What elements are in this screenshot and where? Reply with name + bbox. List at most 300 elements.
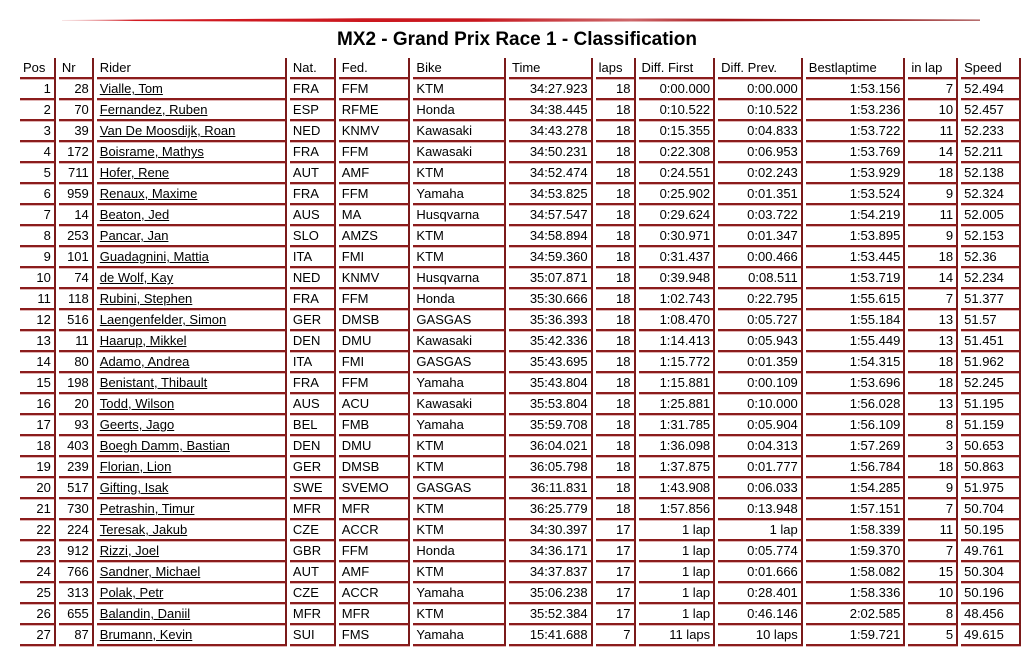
cell-nr: 403 bbox=[59, 436, 94, 457]
rider-link[interactable]: Petrashin, Timur bbox=[99, 501, 195, 516]
cell-speed: 50.653 bbox=[961, 436, 1021, 457]
header-nat: Nat. bbox=[290, 58, 336, 79]
cell-diff-prev: 0:22.795 bbox=[718, 289, 803, 310]
cell-rider bbox=[97, 205, 287, 226]
cell-pos: 24 bbox=[20, 562, 56, 583]
cell-nat: FRA bbox=[290, 79, 336, 100]
cell-fed: FFM bbox=[339, 289, 411, 310]
cell-in-lap: 5 bbox=[908, 625, 958, 646]
cell-rider bbox=[97, 457, 287, 478]
cell-bike: KTM bbox=[413, 436, 506, 457]
cell-in-lap: 9 bbox=[908, 184, 958, 205]
cell-speed: 51.962 bbox=[961, 352, 1021, 373]
cell-nat: MFR bbox=[290, 604, 336, 625]
cell-diff-prev: 0:10.000 bbox=[718, 394, 803, 415]
cell-speed: 50.304 bbox=[961, 562, 1021, 583]
cell-in-lap: 11 bbox=[908, 121, 958, 142]
cell-fed: RFME bbox=[339, 100, 411, 121]
cell-speed: 52.457 bbox=[961, 100, 1021, 121]
cell-diff-prev: 0:05.727 bbox=[718, 310, 803, 331]
cell-bestlaptime: 1:59.721 bbox=[806, 625, 906, 646]
cell-nr: 224 bbox=[59, 520, 94, 541]
cell-bike: GASGAS bbox=[413, 478, 506, 499]
cell-time: 34:58.894 bbox=[509, 226, 593, 247]
cell-pos: 18 bbox=[20, 436, 56, 457]
cell-bestlaptime: 1:55.449 bbox=[806, 331, 906, 352]
cell-nat: AUS bbox=[290, 394, 336, 415]
cell-pos: 25 bbox=[20, 583, 56, 604]
cell-laps: 18 bbox=[596, 499, 636, 520]
cell-nat: SLO bbox=[290, 226, 336, 247]
cell-laps: 18 bbox=[596, 205, 636, 226]
cell-pos: 10 bbox=[20, 268, 56, 289]
cell-pos: 27 bbox=[20, 625, 56, 646]
cell-nat: SUI bbox=[290, 625, 336, 646]
rider-link[interactable]: Gifting, Isak bbox=[99, 480, 169, 495]
header-time: Time bbox=[509, 58, 593, 79]
cell-nat: ITA bbox=[290, 352, 336, 373]
cell-time: 36:05.798 bbox=[509, 457, 593, 478]
cell-time: 34:36.171 bbox=[509, 541, 593, 562]
cell-laps: 18 bbox=[596, 142, 636, 163]
cell-speed: 52.138 bbox=[961, 163, 1021, 184]
table-header-row bbox=[20, 58, 1021, 79]
cell-rider bbox=[97, 373, 287, 394]
cell-laps: 18 bbox=[596, 289, 636, 310]
cell-laps: 17 bbox=[596, 541, 636, 562]
cell-laps: 18 bbox=[596, 394, 636, 415]
cell-diff-first: 0:25.902 bbox=[639, 184, 716, 205]
cell-in-lap: 9 bbox=[908, 478, 958, 499]
cell-time: 15:41.688 bbox=[509, 625, 593, 646]
cell-fed: MA bbox=[339, 205, 411, 226]
table-row bbox=[20, 352, 1021, 373]
cell-rider bbox=[97, 100, 287, 121]
header-speed: Speed bbox=[961, 58, 1021, 79]
cell-time: 36:04.021 bbox=[509, 436, 593, 457]
table-row bbox=[20, 520, 1021, 541]
cell-bestlaptime: 1:53.524 bbox=[806, 184, 906, 205]
cell-nat: SWE bbox=[290, 478, 336, 499]
cell-in-lap: 18 bbox=[908, 247, 958, 268]
red-brush-stroke-divider bbox=[62, 17, 980, 23]
cell-diff-first: 0:24.551 bbox=[639, 163, 716, 184]
cell-bestlaptime: 1:59.370 bbox=[806, 541, 906, 562]
cell-rider bbox=[97, 121, 287, 142]
cell-diff-prev: 0:00.466 bbox=[718, 247, 803, 268]
cell-nat: GER bbox=[290, 310, 336, 331]
cell-time: 34:38.445 bbox=[509, 100, 593, 121]
rider-link[interactable]: Polak, Petr bbox=[99, 585, 164, 600]
cell-bike: Honda bbox=[413, 289, 506, 310]
cell-laps: 18 bbox=[596, 331, 636, 352]
cell-fed: ACCR bbox=[339, 583, 411, 604]
cell-bestlaptime: 1:53.696 bbox=[806, 373, 906, 394]
cell-diff-first: 1:02.743 bbox=[639, 289, 716, 310]
rider-link[interactable]: Florian, Lion bbox=[99, 459, 172, 474]
cell-pos: 6 bbox=[20, 184, 56, 205]
table-row bbox=[20, 583, 1021, 604]
rider-link[interactable]: Adamo, Andrea bbox=[99, 354, 190, 369]
cell-time: 35:42.336 bbox=[509, 331, 593, 352]
cell-rider bbox=[97, 562, 287, 583]
cell-rider bbox=[97, 625, 287, 646]
cell-rider bbox=[97, 247, 287, 268]
rider-link[interactable]: Brumann, Kevin bbox=[99, 627, 193, 642]
rider-link[interactable]: Geerts, Jago bbox=[99, 417, 175, 432]
cell-laps: 18 bbox=[596, 478, 636, 499]
header-in-lap: in lap bbox=[908, 58, 958, 79]
rider-link[interactable]: Boegh Damm, Bastian bbox=[99, 438, 230, 453]
cell-rider bbox=[97, 310, 287, 331]
cell-bestlaptime: 1:57.269 bbox=[806, 436, 906, 457]
rider-link[interactable]: Todd, Wilson bbox=[99, 396, 175, 411]
cell-bestlaptime: 1:58.339 bbox=[806, 520, 906, 541]
rider-link[interactable]: Vialle, Tom bbox=[99, 81, 163, 96]
cell-diff-first: 1:31.785 bbox=[639, 415, 716, 436]
cell-speed: 51.377 bbox=[961, 289, 1021, 310]
cell-bestlaptime: 1:53.156 bbox=[806, 79, 906, 100]
cell-bike: Yamaha bbox=[413, 583, 506, 604]
header-diff-first: Diff. First bbox=[639, 58, 716, 79]
cell-bike: Yamaha bbox=[413, 625, 506, 646]
cell-in-lap: 8 bbox=[908, 415, 958, 436]
rider-link[interactable]: Guadagnini, Mattia bbox=[99, 249, 209, 264]
table-row bbox=[20, 415, 1021, 436]
cell-diff-first: 0:15.355 bbox=[639, 121, 716, 142]
table-row bbox=[20, 142, 1021, 163]
cell-diff-first: 1 lap bbox=[639, 520, 716, 541]
cell-bike: KTM bbox=[413, 163, 506, 184]
cell-fed: FFM bbox=[339, 541, 411, 562]
cell-nr: 14 bbox=[59, 205, 94, 226]
cell-time: 35:53.804 bbox=[509, 394, 593, 415]
cell-in-lap: 18 bbox=[908, 163, 958, 184]
rider-link[interactable]: Van De Moosdijk, Roan bbox=[99, 123, 236, 138]
cell-in-lap: 7 bbox=[908, 541, 958, 562]
cell-in-lap: 9 bbox=[908, 226, 958, 247]
cell-pos: 11 bbox=[20, 289, 56, 310]
rider-link[interactable]: Renaux, Maxime bbox=[99, 186, 198, 201]
cell-time: 34:53.825 bbox=[509, 184, 593, 205]
cell-rider bbox=[97, 478, 287, 499]
cell-rider bbox=[97, 394, 287, 415]
cell-fed: AMF bbox=[339, 562, 411, 583]
cell-rider bbox=[97, 289, 287, 310]
cell-bike: GASGAS bbox=[413, 310, 506, 331]
cell-diff-first: 0:31.437 bbox=[639, 247, 716, 268]
cell-time: 35:36.393 bbox=[509, 310, 593, 331]
cell-in-lap: 18 bbox=[908, 352, 958, 373]
cell-nr: 198 bbox=[59, 373, 94, 394]
cell-rider bbox=[97, 415, 287, 436]
cell-bestlaptime: 1:53.236 bbox=[806, 100, 906, 121]
cell-nat: AUT bbox=[290, 163, 336, 184]
cell-rider bbox=[97, 541, 287, 562]
rider-link[interactable]: Beaton, Jed bbox=[99, 207, 170, 222]
cell-bike: KTM bbox=[413, 79, 506, 100]
cell-speed: 49.615 bbox=[961, 625, 1021, 646]
cell-rider bbox=[97, 331, 287, 352]
table-row bbox=[20, 247, 1021, 268]
cell-bestlaptime: 1:58.082 bbox=[806, 562, 906, 583]
cell-bike: KTM bbox=[413, 457, 506, 478]
rider-link[interactable]: de Wolf, Kay bbox=[99, 270, 174, 285]
cell-time: 35:43.695 bbox=[509, 352, 593, 373]
cell-in-lap: 13 bbox=[908, 331, 958, 352]
cell-laps: 17 bbox=[596, 562, 636, 583]
cell-pos: 5 bbox=[20, 163, 56, 184]
cell-bike: Kawasaki bbox=[413, 142, 506, 163]
cell-rider bbox=[97, 184, 287, 205]
cell-time: 35:59.708 bbox=[509, 415, 593, 436]
cell-diff-prev: 1 lap bbox=[718, 520, 803, 541]
cell-pos: 20 bbox=[20, 478, 56, 499]
cell-in-lap: 15 bbox=[908, 562, 958, 583]
cell-fed: MFR bbox=[339, 604, 411, 625]
cell-nat: ITA bbox=[290, 247, 336, 268]
rider-link[interactable]: Rizzi, Joel bbox=[99, 543, 160, 558]
cell-diff-prev: 0:06.033 bbox=[718, 478, 803, 499]
cell-pos: 2 bbox=[20, 100, 56, 121]
cell-bike: Yamaha bbox=[413, 373, 506, 394]
cell-bestlaptime: 1:53.895 bbox=[806, 226, 906, 247]
cell-nat: FRA bbox=[290, 289, 336, 310]
cell-diff-prev: 0:00.109 bbox=[718, 373, 803, 394]
cell-fed: AMZS bbox=[339, 226, 411, 247]
cell-laps: 18 bbox=[596, 121, 636, 142]
cell-diff-first: 1 lap bbox=[639, 604, 716, 625]
cell-speed: 51.195 bbox=[961, 394, 1021, 415]
cell-fed: DMSB bbox=[339, 457, 411, 478]
rider-link[interactable]: Benistant, Thibault bbox=[99, 375, 208, 390]
cell-bike: Honda bbox=[413, 100, 506, 121]
cell-speed: 52.211 bbox=[961, 142, 1021, 163]
cell-time: 34:57.547 bbox=[509, 205, 593, 226]
cell-time: 35:30.666 bbox=[509, 289, 593, 310]
cell-pos: 17 bbox=[20, 415, 56, 436]
header-bike: Bike bbox=[413, 58, 506, 79]
cell-rider bbox=[97, 268, 287, 289]
table-row bbox=[20, 289, 1021, 310]
table-row bbox=[20, 331, 1021, 352]
cell-diff-first: 11 laps bbox=[639, 625, 716, 646]
cell-nr: 11 bbox=[59, 331, 94, 352]
cell-fed: FFM bbox=[339, 142, 411, 163]
cell-bike: GASGAS bbox=[413, 352, 506, 373]
cell-pos: 19 bbox=[20, 457, 56, 478]
cell-bike: KTM bbox=[413, 226, 506, 247]
cell-diff-first: 1:08.470 bbox=[639, 310, 716, 331]
cell-in-lap: 18 bbox=[908, 457, 958, 478]
cell-diff-prev: 0:08.511 bbox=[718, 268, 803, 289]
cell-bike: Kawasaki bbox=[413, 394, 506, 415]
cell-nat: NED bbox=[290, 121, 336, 142]
cell-nr: 20 bbox=[59, 394, 94, 415]
cell-in-lap: 13 bbox=[908, 310, 958, 331]
cell-pos: 1 bbox=[20, 79, 56, 100]
cell-fed: KNMV bbox=[339, 268, 411, 289]
cell-bestlaptime: 2:02.585 bbox=[806, 604, 906, 625]
cell-rider bbox=[97, 604, 287, 625]
rider-link[interactable]: Hofer, Rene bbox=[99, 165, 170, 180]
cell-bike: Kawasaki bbox=[413, 331, 506, 352]
cell-pos: 4 bbox=[20, 142, 56, 163]
cell-pos: 26 bbox=[20, 604, 56, 625]
cell-bestlaptime: 1:53.719 bbox=[806, 268, 906, 289]
cell-diff-first: 1:37.875 bbox=[639, 457, 716, 478]
cell-rider bbox=[97, 79, 287, 100]
cell-in-lap: 7 bbox=[908, 79, 958, 100]
cell-diff-prev: 0:01.777 bbox=[718, 457, 803, 478]
cell-pos: 8 bbox=[20, 226, 56, 247]
cell-bestlaptime: 1:53.769 bbox=[806, 142, 906, 163]
cell-in-lap: 13 bbox=[908, 394, 958, 415]
cell-diff-prev: 0:01.359 bbox=[718, 352, 803, 373]
cell-diff-first: 1 lap bbox=[639, 562, 716, 583]
cell-laps: 17 bbox=[596, 520, 636, 541]
cell-in-lap: 14 bbox=[908, 142, 958, 163]
table-row bbox=[20, 541, 1021, 562]
cell-laps: 17 bbox=[596, 583, 636, 604]
cell-nat: AUS bbox=[290, 205, 336, 226]
cell-nr: 70 bbox=[59, 100, 94, 121]
cell-nat: CZE bbox=[290, 520, 336, 541]
cell-nr: 912 bbox=[59, 541, 94, 562]
cell-pos: 3 bbox=[20, 121, 56, 142]
cell-diff-prev: 0:01.666 bbox=[718, 562, 803, 583]
rider-link[interactable]: Balandin, Daniil bbox=[99, 606, 191, 621]
cell-diff-first: 1:36.098 bbox=[639, 436, 716, 457]
cell-diff-first: 1:43.908 bbox=[639, 478, 716, 499]
cell-in-lap: 10 bbox=[908, 100, 958, 121]
cell-diff-first: 0:10.522 bbox=[639, 100, 716, 121]
rider-link[interactable]: Haarup, Mikkel bbox=[99, 333, 187, 348]
cell-fed: SVEMO bbox=[339, 478, 411, 499]
cell-diff-prev: 0:05.943 bbox=[718, 331, 803, 352]
cell-speed: 50.863 bbox=[961, 457, 1021, 478]
cell-in-lap: 7 bbox=[908, 499, 958, 520]
cell-in-lap: 10 bbox=[908, 583, 958, 604]
header-laps: laps bbox=[596, 58, 636, 79]
cell-diff-first: 0:22.308 bbox=[639, 142, 716, 163]
header-nr: Nr bbox=[59, 58, 94, 79]
cell-laps: 18 bbox=[596, 79, 636, 100]
cell-speed: 52.245 bbox=[961, 373, 1021, 394]
cell-time: 34:30.397 bbox=[509, 520, 593, 541]
rider-link[interactable]: Boisrame, Mathys bbox=[99, 144, 204, 159]
rider-link[interactable]: Laengenfelder, Simon bbox=[99, 312, 227, 327]
cell-bestlaptime: 1:58.336 bbox=[806, 583, 906, 604]
cell-in-lap: 14 bbox=[908, 268, 958, 289]
cell-rider bbox=[97, 142, 287, 163]
cell-diff-prev: 0:01.347 bbox=[718, 226, 803, 247]
cell-bike: KTM bbox=[413, 247, 506, 268]
cell-fed: KNMV bbox=[339, 121, 411, 142]
cell-bike: KTM bbox=[413, 562, 506, 583]
cell-laps: 18 bbox=[596, 352, 636, 373]
cell-speed: 51.57 bbox=[961, 310, 1021, 331]
cell-bestlaptime: 1:55.615 bbox=[806, 289, 906, 310]
cell-pos: 23 bbox=[20, 541, 56, 562]
cell-diff-prev: 0:02.243 bbox=[718, 163, 803, 184]
table-row bbox=[20, 205, 1021, 226]
cell-nr: 517 bbox=[59, 478, 94, 499]
cell-fed: DMU bbox=[339, 331, 411, 352]
header-rider: Rider bbox=[97, 58, 287, 79]
cell-diff-first: 0:39.948 bbox=[639, 268, 716, 289]
table-row bbox=[20, 457, 1021, 478]
rider-link[interactable]: Sandner, Michael bbox=[99, 564, 201, 579]
table-row bbox=[20, 394, 1021, 415]
cell-fed: MFR bbox=[339, 499, 411, 520]
cell-nat: FRA bbox=[290, 373, 336, 394]
cell-diff-prev: 0:04.833 bbox=[718, 121, 803, 142]
cell-nr: 655 bbox=[59, 604, 94, 625]
classification-table bbox=[17, 58, 1024, 646]
cell-rider bbox=[97, 436, 287, 457]
cell-bestlaptime: 1:56.784 bbox=[806, 457, 906, 478]
cell-laps: 18 bbox=[596, 457, 636, 478]
table-row bbox=[20, 226, 1021, 247]
cell-laps: 18 bbox=[596, 310, 636, 331]
cell-bestlaptime: 1:56.028 bbox=[806, 394, 906, 415]
cell-pos: 21 bbox=[20, 499, 56, 520]
cell-diff-prev: 0:04.313 bbox=[718, 436, 803, 457]
cell-laps: 7 bbox=[596, 625, 636, 646]
cell-speed: 51.159 bbox=[961, 415, 1021, 436]
cell-pos: 12 bbox=[20, 310, 56, 331]
cell-diff-first: 1 lap bbox=[639, 541, 716, 562]
cell-fed: ACCR bbox=[339, 520, 411, 541]
cell-rider bbox=[97, 583, 287, 604]
cell-speed: 48.456 bbox=[961, 604, 1021, 625]
cell-bike: Yamaha bbox=[413, 415, 506, 436]
cell-time: 35:07.871 bbox=[509, 268, 593, 289]
cell-laps: 18 bbox=[596, 436, 636, 457]
cell-diff-prev: 0:03.722 bbox=[718, 205, 803, 226]
cell-laps: 18 bbox=[596, 100, 636, 121]
cell-bestlaptime: 1:53.929 bbox=[806, 163, 906, 184]
rider-link[interactable]: Rubini, Stephen bbox=[99, 291, 193, 306]
cell-speed: 52.234 bbox=[961, 268, 1021, 289]
rider-link[interactable]: Fernandez, Ruben bbox=[99, 102, 208, 117]
cell-fed: FMI bbox=[339, 352, 411, 373]
cell-in-lap: 11 bbox=[908, 520, 958, 541]
cell-bestlaptime: 1:56.109 bbox=[806, 415, 906, 436]
cell-nat: FRA bbox=[290, 184, 336, 205]
cell-rider bbox=[97, 226, 287, 247]
cell-diff-prev: 0:13.948 bbox=[718, 499, 803, 520]
cell-laps: 18 bbox=[596, 163, 636, 184]
cell-diff-prev: 0:28.401 bbox=[718, 583, 803, 604]
cell-bike: KTM bbox=[413, 520, 506, 541]
table-row bbox=[20, 625, 1021, 646]
cell-fed: ACU bbox=[339, 394, 411, 415]
cell-fed: FMS bbox=[339, 625, 411, 646]
cell-nat: GER bbox=[290, 457, 336, 478]
cell-rider bbox=[97, 499, 287, 520]
cell-diff-first: 0:00.000 bbox=[639, 79, 716, 100]
rider-link[interactable]: Pancar, Jan bbox=[99, 228, 169, 243]
table-row bbox=[20, 79, 1021, 100]
cell-diff-first: 0:29.624 bbox=[639, 205, 716, 226]
cell-nr: 253 bbox=[59, 226, 94, 247]
cell-time: 34:59.360 bbox=[509, 247, 593, 268]
rider-link[interactable]: Teresak, Jakub bbox=[99, 522, 188, 537]
cell-bike: Yamaha bbox=[413, 184, 506, 205]
cell-nr: 28 bbox=[59, 79, 94, 100]
